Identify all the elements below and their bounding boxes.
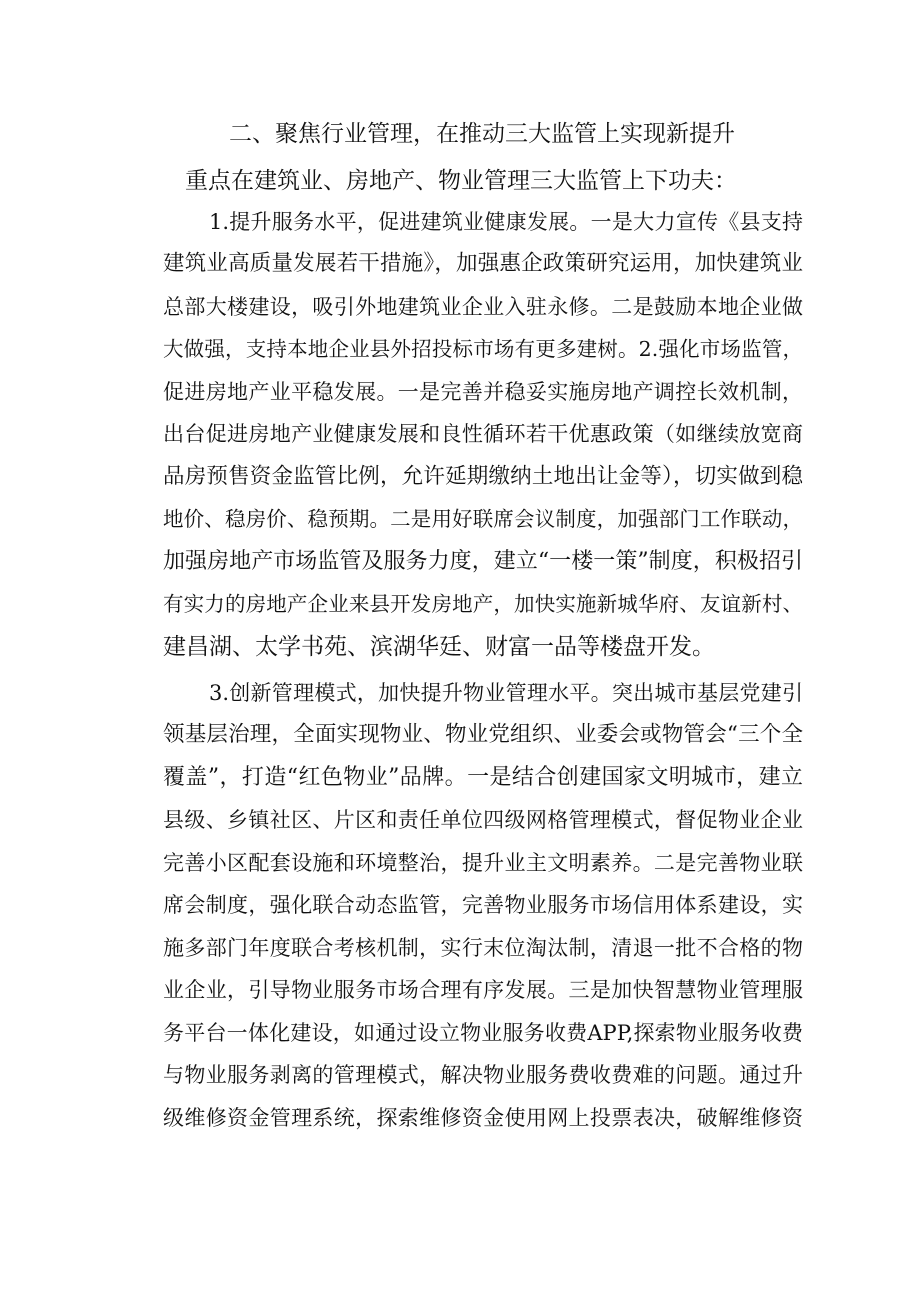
paragraph-line: 建筑业高质量发展若干措施》，加强惠企政策研究运用，加快建筑业 xyxy=(163,251,803,276)
paragraph-line: 促进房地产业平稳发展。一是完善并稳妥实施房地产调控长效机制， xyxy=(163,380,803,404)
paragraph-line: 总部大楼建设，吸引外地建筑业企业入驻永修。二是鼓励本地企业做 xyxy=(163,295,803,319)
paragraph-line: 施多部门年度联合考核机制，实行末位淘汰制，清退一批不合格的物 xyxy=(163,936,803,960)
paragraph-line: 3.创新管理模式，加快提升物业管理水平。突出城市基层党建引 xyxy=(209,681,803,705)
section-heading: 二、聚焦行业管理，在推动三大监管上实现新提升 xyxy=(229,121,735,147)
paragraph-line: 完善小区配套设施和环境整治，提升业主文明素养。二是完善物业联 xyxy=(163,851,803,875)
paragraph-line: 有实力的房地产企业来县开发房地产，加快实施新城华府、友谊新村、 xyxy=(163,592,803,616)
paragraph-line: 覆盖”，打造“红色物业”品牌。一是结合创建国家文明城市，建立 xyxy=(163,765,803,790)
paragraph-line: 业企业，引导物业服务市场合理有序发展。三是加快智慧物业管理服 xyxy=(163,978,803,1002)
paragraph-line: 建昌湖、太学书苑、滨湖华廷、财富一品等楼盘开发。 xyxy=(163,634,715,660)
paragraph-line: 1.提升服务水平，促进建筑业健康发展。一是大力宣传《县支持 xyxy=(209,210,803,234)
paragraph-line: 地价、稳房价、稳预期。二是用好联席会议制度，加强部门工作联动， xyxy=(163,507,803,531)
intro-line: 重点在建筑业、房地产、物业管理三大监管上下功夫： xyxy=(185,168,737,194)
paragraph-line: 出台促进房地产业健康发展和良性循环若干优惠政策（如继续放宽商 xyxy=(163,422,803,446)
paragraph-line: 领基层治理，全面实现物业、物业党组织、业委会或物管会“三个全 xyxy=(163,722,803,747)
paragraph-line: 务平台一体化建设，如通过设立物业服务收费APP,探索物业服务收费 xyxy=(163,1021,803,1045)
paragraph-line: 席会制度，强化联合动态监管，完善物业服务市场信用体系建设，实 xyxy=(163,893,803,917)
paragraph-line: 品房预售资金监管比例，允许延期缴纳土地出让金等），切实做到稳 xyxy=(163,464,803,489)
paragraph-line: 级维修资金管理系统，探索维修资金使用网上投票表决，破解维修资 xyxy=(163,1106,803,1130)
paragraph-line: 与物业服务剥离的管理模式，解决物业服务费收费难的问题。通过升 xyxy=(163,1063,803,1087)
paragraph-line: 加强房地产市场监管及服务力度，建立“一楼一策”制度，积极招引 xyxy=(163,549,803,574)
paragraph-line: 大做强，支持本地企业县外招投标市场有更多建树。2.强化市场监管， xyxy=(163,337,803,361)
paragraph-line: 县级、乡镇社区、片区和责任单位四级网格管理模式，督促物业企业 xyxy=(163,808,803,832)
